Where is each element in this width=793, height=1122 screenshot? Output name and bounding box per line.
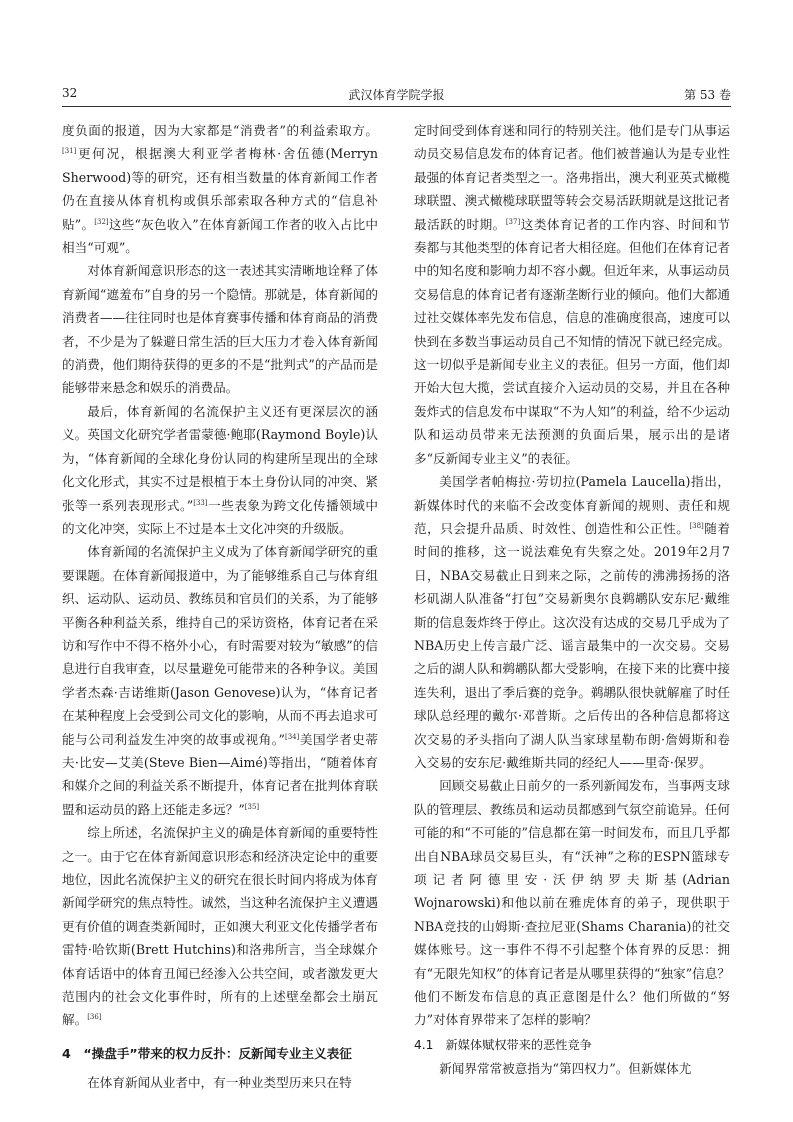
paragraph: 最后，体育新闻的名流保护主义还有更深层次的涵义。英国文化研究学者雷蒙德·鲍耶(Raymond Boyle)认为，“体育新闻的全球化身份认同的构建所呈现出的全球化文化形式，其实不过是根植于本土身份认同的冲突、紧张等一系列表现形式。”[33]一些表象为跨文化传播领域中的文化冲突，实际上不过是本土文化冲突的升级版。 [62,403,378,536]
paragraph: 新闻界常常被意指为“第四权力”。但新媒体尤 [439,1061,692,1077]
citation-ref[interactable]: [33] [193,498,208,507]
running-header [62,82,731,107]
citation-ref[interactable]: [36] [87,1013,102,1022]
volume-label: 第 53 卷 [684,88,731,102]
right-column [414,119,730,1081]
paragraph: 回顾交易截止日前夕的一系列新闻发布，当事两支球队的管理层、教练员和运动员都感到气氛空前诡异。任何可能的和“不可能的”信息都在第一时间发布，而且几乎都出自NBA球员交易巨头，有“沃神”之称的ESPN篮球专项记者阿德里安·沃伊纳罗夫斯基(Adrian Wojnarowski)和他以前在雅虎体育的弟子，现供职于NBA竞技的山姆斯·查拉尼亚(Shams Charania)的社交媒体账号。这一事件不得不引起整个体育界的反思：拥有“无限先知权”的体育记者是从哪里获得的“独家”信息？他们不断发布信息的真正意图是什么？他们所做的“努力”对体育界带来了怎样的影响？ [414,778,730,1028]
citation-ref[interactable]: [34] [284,732,300,741]
paragraph: 综上所述，名流保护主义的确是体育新闻的重要特性之一。由于它在体育新闻意识形态和经济决定论中的重要地位，因此名流保护主义的研究在很长时间内将成为体育新闻学研究的焦点特性。诚然，当这种名流保护主义遭遇更有价值的调查类新闻时，正如澳大利亚文化传播学者布雷特·哈钦斯(Brett Hutchins)和洛弗所言，当全球媒介体育话语中的体育丑闻已经渗入公共空间，或者激发更大范围内的社会文化事件时，所有的上述壁垒都会土崩瓦解。[36] [62,825,378,1028]
paragraph: 体育新闻的名流保护主义成为了体育新闻学研究的重要课题。在体育新闻报道中，为了能够维系自己与体育组织、运动队、运动员、教练员和官员们的关系，为了能够平衡各种利益关系，维持自己的采访资格，体育记者在采访和写作中不得不格外小心，有时需要对较为“敏感”的信息进行自我审查，以尽量避免可能带来的各种争议。美国学者杰森·吉诺维斯(Jason Genovese)认为，“体育记者在某种程度上会受到公司文化的影响，从而不再去追求可能与公司利益发生冲突的故事或视角。”[34]美国学者史蒂夫·比安—艾美(Steve Bien—Aimé)等指出，“随着体育和媒介之间的利益关系不断提升，体育记者在批判体育联盟和运动员的路上还能走多远？”[35] [62,544,379,817]
paragraph: 美国学者帕梅拉·劳切拉(Pamela Laucella)指出，新媒体时代的来临不会改变体育新闻的规则、责任和规范，只会提升品质、时效性、创造性和公正性。[38]随着时间的推移，这一说法难免有失察之处。2019年2月7日，NBA交易截止日到来之际，之前传的沸沸扬扬的洛杉矶湖人队准备“打包”交易新奥尔良鹈鹕队安东尼·戴维斯的信息轰炸终于停止。这次没有达成的交易几乎成为了NBA历史上传言最广泛、谣言最集中的一次交易。交易之后的湖人队和鹈鹕队都大受影响，在接下来的比赛中接连失利，退出了季后赛的竞争。鹈鹕队很快就解雇了时任球队总经理的戴尔·邓普斯。之后传出的各种信息都将这次交易的矛头指向了湖人队当家球星勒布朗·詹姆斯和卷入交易的安东尼·戴维斯共同的经纪人——里奇·保罗。 [414,474,731,770]
section-heading: 4 “操盘手”带来的权力反扑：反新闻专业主义表征 [62,1045,352,1061]
journal-title: 武汉体育学院学报 [348,88,445,102]
citation-ref[interactable]: [35] [244,802,260,811]
paragraph: 定时间受到体育迷和同行的特别关注。他们是专门从事运动员交易信息发布的体育记者。他们被普遍认为是专业性最强的体育记者类型之一。洛弗指出，澳大利亚英式橄榄球联盟、澳式橄榄球联盟等转会交易活跃期就是这批记者最活跃的时期。[37]这类体育记者的工作内容、时间和节奏都与其他类型的体育记者大相径庭。但他们在体育记者中的知名度和影响力却不容小觑。但近年来，从事运动员交易信息的体育记者有逐渐垄断行业的倾向。他们大都通过社交媒体率先发布信息，信息的准确度很高，速度可以快到在多数当事运动员自己不知情的情况下就已经完成。这一切似乎是新闻专业主义的表征。但另一方面，他们却开始大包大揽，尝试直接介入运动员的交易，并且在各种轰炸式的信息发布中谋取“不为人知”的利益，给不少运动队和运动员带来无法预测的负面后果，展示出的是诸多“反新闻专业主义”的表征。 [414,123,731,466]
left-column [62,119,378,1095]
subsection-heading: 4.1 新媒体赋权带来的恶性竞争 [414,1037,592,1052]
citation-ref[interactable]: [38] [689,521,704,530]
paragraph: 度负面的报道，因为大家都是“消费者”的利益索取方。[31]更何况，根据澳大利亚学者梅林·舍伍德(Merryn Sherwood)等的研究，还有相当数量的体育新闻工作者仍在直接从体育机构或俱乐部索取各种方式的“信息补贴”。[32]这些“灰色收入”在体育新闻工作者的收入占比中相当“可观”。 [62,123,378,256]
citation-ref[interactable]: [37] [505,217,521,226]
paragraph: 对体育新闻意识形态的这一表述其实清晰地诠释了体育新闻“遮羞布”自身的另一个隐情。那就是，体育新闻的消费者——往往同时也是体育赛事传播和体育商品的消费者，不少是为了躲避日常生活的巨大压力才卷入体育新闻的消费，他们期待获得的更多的不是“批判式”的产品而是能够带来悬念和娱乐的消费品。 [62,263,378,396]
citation-ref[interactable]: [31] [62,147,77,156]
citation-ref[interactable]: [32] [94,217,109,226]
page-number: 32 [62,86,78,100]
paragraph: 在体育新闻从业者中，有一种业类型历来只在特 [87,1075,352,1091]
